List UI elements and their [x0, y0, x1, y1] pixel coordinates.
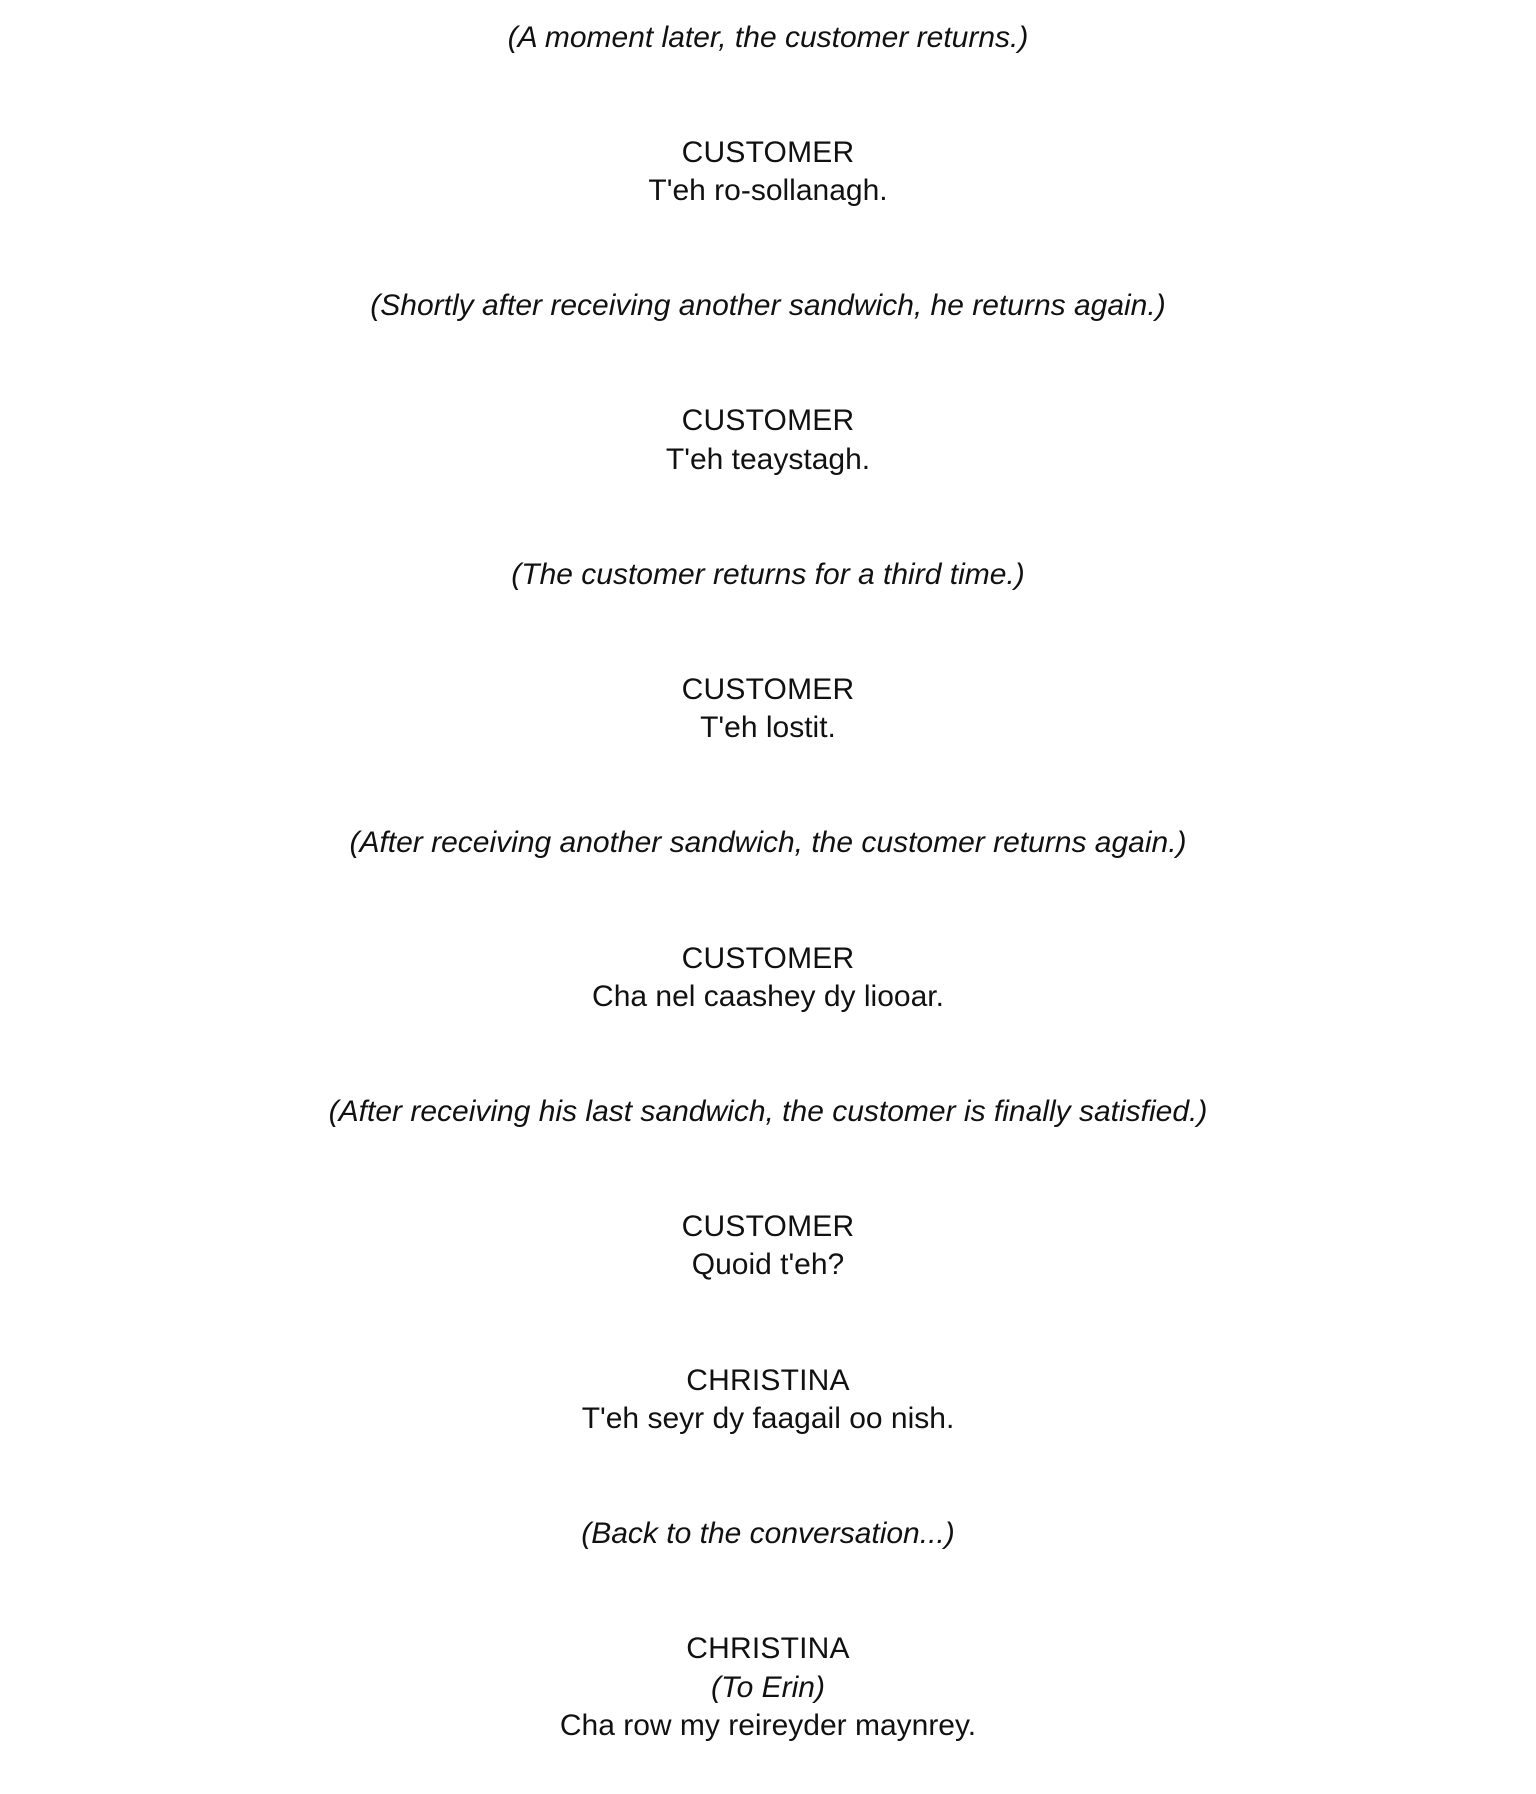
character-name: CUSTOMER [681, 404, 855, 437]
stage-direction: (After receiving another sandwich, the customer returns again.) [349, 826, 1187, 859]
dialogue-line: Quoid t'eh? [691, 1248, 845, 1281]
dialogue-line: Cha nel caashey dy liooar. [592, 980, 944, 1013]
dialogue-line: T'eh seyr dy faagail oo nish. [581, 1402, 955, 1435]
dialogue-line: T'eh teaystagh. [665, 443, 871, 476]
character-name: CHRISTINA [686, 1364, 850, 1397]
character-name: CUSTOMER [681, 942, 855, 975]
stage-direction: (Back to the conversation...) [581, 1517, 955, 1550]
dialogue-line: T'eh ro-sollanagh. [648, 174, 888, 207]
character-name: CHRISTINA [686, 1632, 850, 1665]
character-name: CUSTOMER [681, 1210, 855, 1243]
parenthetical: (To Erin) [711, 1671, 825, 1704]
stage-direction: (The customer returns for a third time.) [511, 558, 1025, 591]
stage-direction: (Shortly after receiving another sandwich, he returns again.) [370, 289, 1166, 322]
dialogue-line: T'eh lostit. [700, 711, 836, 744]
dialogue-line: Cha row my reireyder maynrey. [559, 1709, 977, 1742]
character-name: CUSTOMER [681, 673, 855, 706]
stage-direction: (After receiving his last sandwich, the customer is finally satisfied.) [328, 1095, 1208, 1128]
stage-direction: (A moment later, the customer returns.) [507, 21, 1029, 54]
character-name: CUSTOMER [681, 136, 855, 169]
